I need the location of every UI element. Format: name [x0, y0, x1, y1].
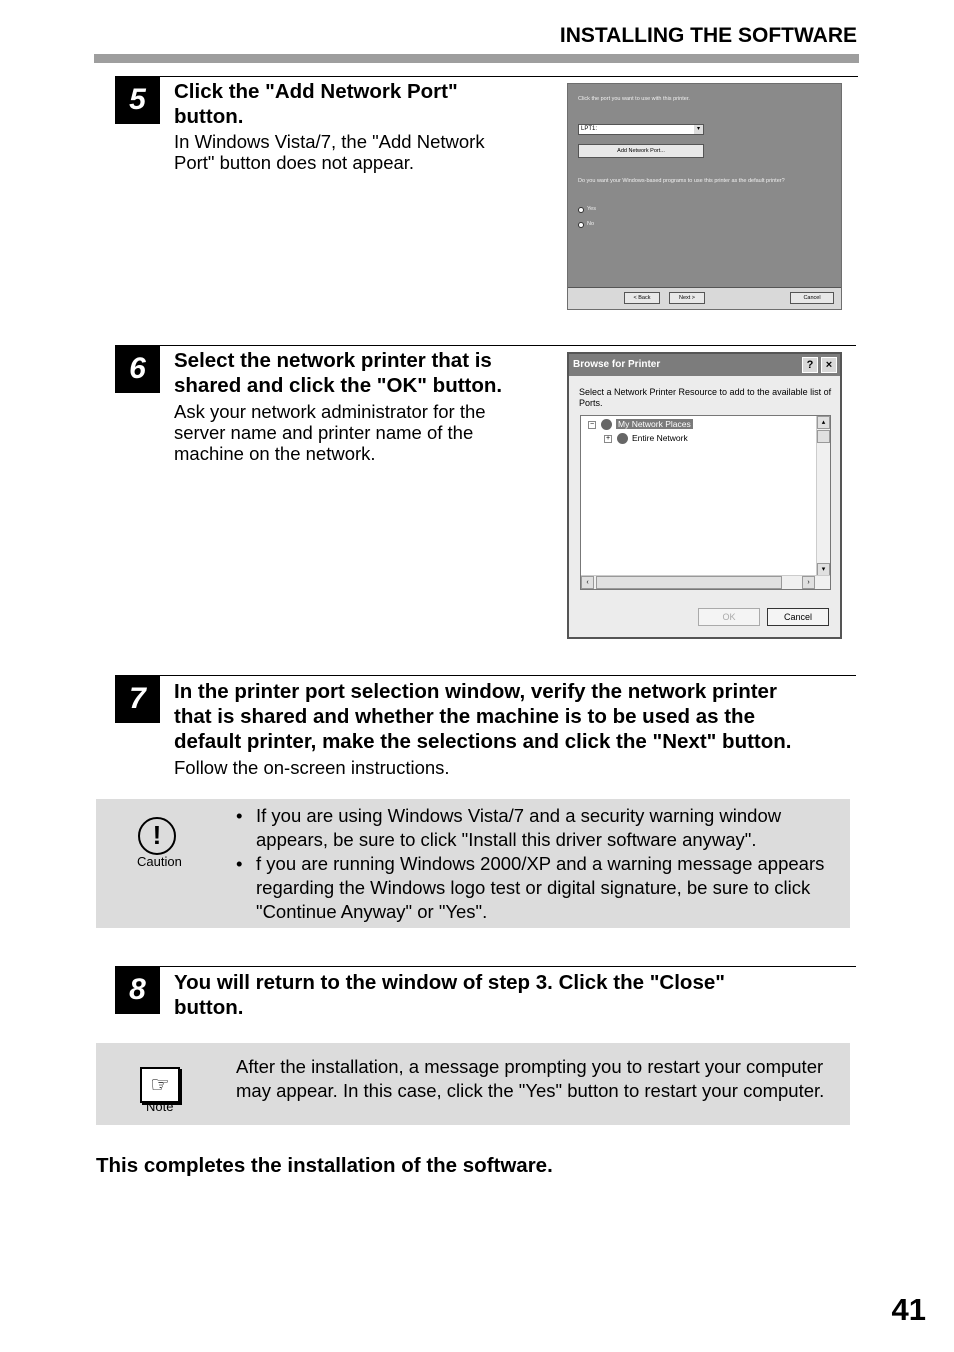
scroll-left-icon[interactable]: ‹: [581, 576, 594, 589]
port-selection-screenshot: [567, 83, 842, 310]
expand-icon[interactable]: +: [605, 435, 611, 442]
completion-message: This completes the installation of the software.: [96, 1154, 553, 1177]
scroll-down-icon[interactable]: ▾: [817, 563, 830, 576]
cancel-button[interactable]: Cancel: [790, 292, 834, 304]
cancel-button[interactable]: Cancel: [767, 608, 829, 626]
step-6-body: Ask your network administrator for the server name and printer name of the machine on the network.: [174, 401, 486, 464]
port-select[interactable]: LPT1: ▾: [578, 124, 704, 135]
scroll-right-icon[interactable]: ›: [802, 576, 815, 589]
caution-icon: !: [138, 817, 176, 855]
wizard-footer: [568, 287, 841, 309]
scroll-thumb[interactable]: [817, 430, 830, 443]
list-item: • f you are running Windows 2000/XP and a warning message appears regarding the Windows logo test or digital signature, be sure to click "Continue Anyway" or "Yes".: [236, 852, 846, 924]
step-7-body: Follow the on-screen instructions.: [174, 757, 450, 778]
scroll-up-icon[interactable]: ▴: [817, 416, 830, 429]
page-number: 41: [891, 1292, 926, 1327]
network-tree[interactable]: [580, 415, 831, 590]
port-prompt: Click the port you want to use with this printer.: [578, 96, 690, 102]
header-rule: [94, 54, 859, 63]
next-button[interactable]: Next >: [669, 292, 705, 304]
caution-box: [96, 799, 850, 928]
caution-label: Caution: [137, 854, 182, 869]
collapse-icon[interactable]: −: [589, 421, 595, 428]
network-places-icon: [601, 419, 612, 430]
back-button[interactable]: < Back: [624, 292, 660, 304]
step-6-number: 6: [115, 345, 160, 393]
caution-list: [236, 804, 846, 924]
tree-item-my-network-places[interactable]: My Network Places: [618, 419, 691, 429]
browse-for-printer-screenshot: [567, 352, 842, 639]
no-radio[interactable]: [578, 222, 584, 228]
step-7-title: In the printer port selection window, verify the network printer that is shared and whether the machine is to be used as the default printer, make the selections and click the "Next" button.: [174, 680, 792, 753]
ok-button[interactable]: OK: [698, 608, 760, 626]
step-5-title: Click the "Add Network Port" button.: [174, 80, 458, 128]
step-7-rule: [115, 675, 856, 676]
step-7-number: 7: [115, 675, 160, 723]
no-label: No: [587, 221, 595, 227]
yes-radio[interactable]: [578, 207, 584, 213]
note-box: [96, 1043, 850, 1125]
add-network-port-button[interactable]: Add Network Port...: [578, 144, 704, 158]
list-item: • If you are using Windows Vista/7 and a security warning window appears, be sure to click "Install this driver software anyway".: [236, 804, 846, 852]
step-5-rule: [115, 76, 858, 77]
entire-network-icon: [617, 433, 628, 444]
dialog-description: Select a Network Printer Resource to add to the available list of Ports.: [579, 387, 832, 408]
step-8-title: You will return to the window of step 3. Click the "Close" button.: [174, 971, 725, 1019]
vertical-scrollbar[interactable]: [816, 416, 830, 576]
note-text: After the installation, a message prompting you to restart your computer may appear. In this case, click the "Yes" button to restart your computer.: [236, 1056, 825, 1101]
step-8-rule: [115, 966, 856, 967]
horizontal-scrollbar[interactable]: [581, 575, 830, 589]
dialog-title: Browse for Printer: [569, 354, 840, 376]
yes-label: Yes: [587, 206, 596, 212]
close-icon[interactable]: ×: [821, 357, 837, 373]
horizontal-scroll-thumb[interactable]: [596, 576, 782, 589]
step-5-number: 5: [115, 76, 160, 124]
section-header: INSTALLING THE SOFTWARE: [559, 24, 857, 47]
default-printer-question: Do you want your Windows-based programs to use this printer as the default printer?: [578, 178, 785, 184]
note-label: Note: [146, 1099, 174, 1114]
step-8-number: 8: [115, 966, 160, 1014]
chevron-down-icon: ▾: [694, 125, 703, 134]
step-6-rule: [115, 345, 856, 346]
help-button[interactable]: ?: [802, 357, 818, 373]
step-6-title: Select the network printer that is shared and click the "OK" button.: [174, 349, 503, 397]
step-5-body: In Windows Vista/7, the "Add Network Port" button does not appear.: [174, 131, 485, 173]
pointing-hand-icon: ☞: [140, 1067, 180, 1103]
tree-item-entire-network[interactable]: Entire Network: [632, 433, 688, 443]
